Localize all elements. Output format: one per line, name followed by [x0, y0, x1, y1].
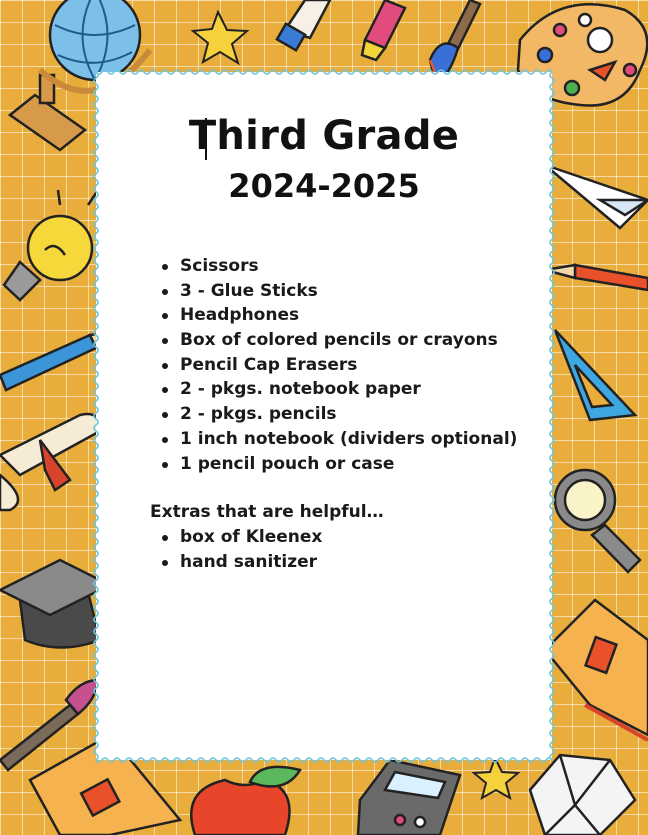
school-year: 2024-2025 [228, 167, 420, 205]
wavy-border-line [96, 758, 552, 762]
supply-list [160, 254, 517, 476]
extras-item: hand sanitizer [160, 550, 322, 575]
supply-item: 1 inch notebook (dividers optional) [160, 427, 517, 452]
magnifying-glass-icon [555, 470, 640, 572]
supply-item: Headphones [160, 303, 517, 328]
supply-item: Scissors [160, 254, 517, 279]
marker-icon [362, 0, 405, 60]
supply-item: Pencil Cap Erasers [160, 353, 517, 378]
page-title: Third Grade [188, 113, 460, 159]
supply-item: 2 - pkgs. pencils [160, 402, 517, 427]
supply-item: 1 pencil pouch or case [160, 452, 517, 477]
calculator-icon [358, 760, 460, 835]
supply-item: Box of colored pencils or crayons [160, 328, 517, 353]
supply-item: 3 - Glue Sticks [160, 279, 517, 304]
extras-heading: Extras that are helpful… [150, 502, 384, 522]
extras-item: box of Kleenex [160, 525, 322, 550]
apple-icon [191, 767, 300, 835]
wavy-border-line [96, 70, 552, 74]
supply-item: 2 - pkgs. notebook paper [160, 377, 517, 402]
extras-list [160, 525, 322, 574]
star-icon [193, 12, 247, 63]
paint-tube-icon [277, 0, 330, 50]
triangle-ruler-icon [555, 330, 635, 420]
